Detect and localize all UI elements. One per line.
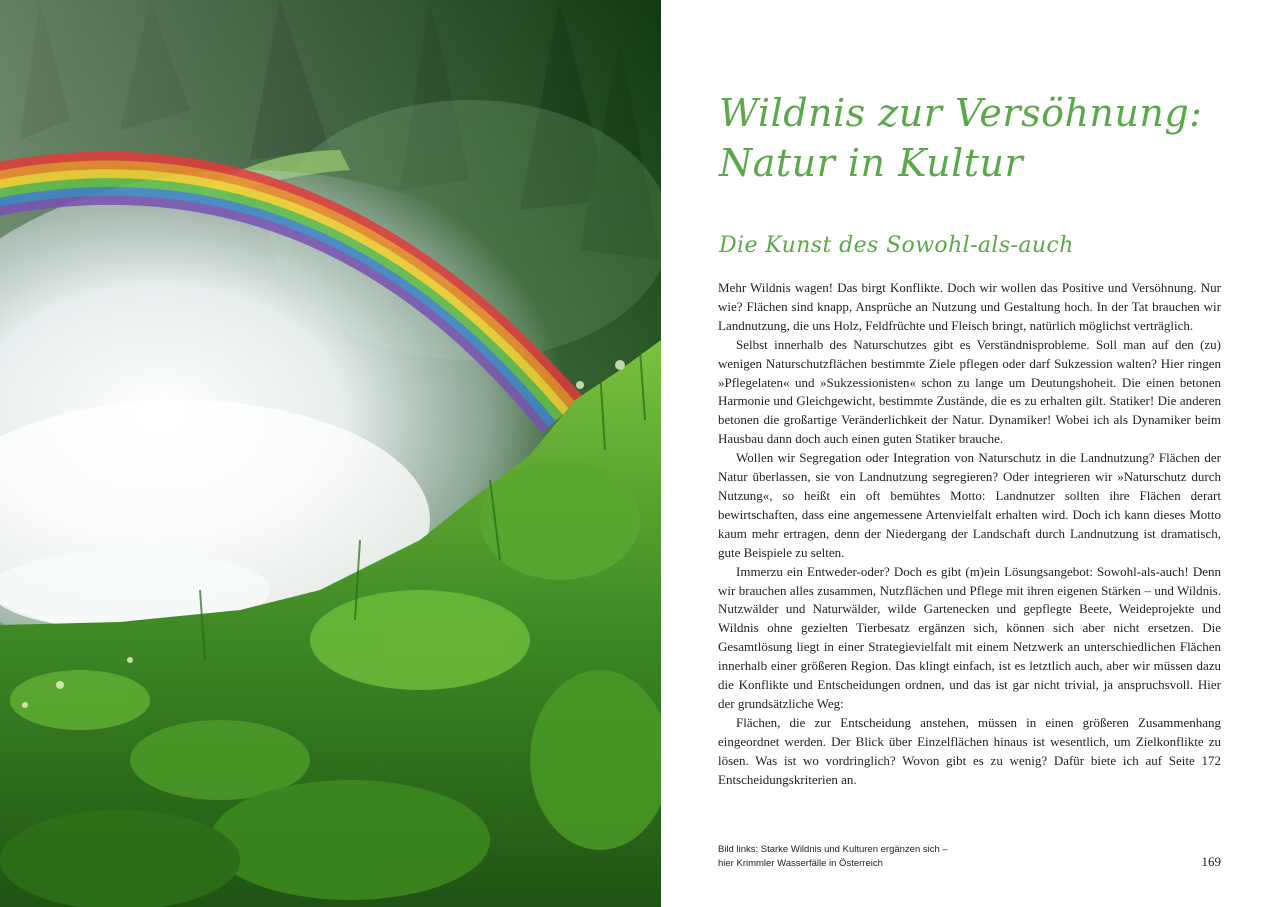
caption-line-2: hier Krimmler Wasserfälle in Österreich — [718, 857, 883, 869]
image-caption — [718, 843, 1018, 870]
page-number: 169 — [1201, 854, 1221, 869]
text-page — [661, 0, 1285, 907]
caption-line-1: Bild links: Starke Wildnis und Kulturen ergänzen sich – — [718, 844, 948, 855]
paragraph-2: Selbst innerhalb des Naturschutzes gibt es Verständnisprobleme. Soll man auf den (zu) wenigen Naturschutzflächen bestimmte Ziele pflegen oder darf Sukzession walten? Hier ringen »Pflegelaten« und »Sukzessionisten« schon zu lange um Deutungshoheit. Die einen betonen Harmonie und Gleichgewicht, bestimmte Zustände, die es zu erhalten gilt. Statiker! Die anderen betonen die großartige Veränderlichkeit der Natur. Dynamiker! Wobei ich als Dynamiker beim Hausbau dann doch auch einen guten Statiker brauche. — [718, 336, 1221, 447]
paragraph-3: Wollen wir Segregation oder Integration von Naturschutz in die Landnutzung? Flächen der Natur überlassen, sie von Landnutzung segregieren? Oder integrieren wir »Naturschutz durch Nutzung«, so heißt ein oft bemühtes Motto: Landnutzer sollten ihre Flächen derart bewirtschaften, dass eine angemessene Artenvielfalt erhalten wird. Doch ich kann dieses Motto kaum mehr ertragen, denn der Niedergang der Landschaft durch Landnutzung ist dramatisch, gute Beispiele zu selten. — [718, 450, 1221, 560]
paragraph-1: Mehr Wildnis wagen! Das birgt Konflikte. Doch wir wollen das Positive und Versöhnung. Nur wie? Flächen sind knapp, Ansprüche an Nutzung und Gestaltung hoch. In der Tat brauchen wir Landnutzung, die uns Holz, Feldfrüchte und Fleisch bringt, natürlich möglichst verträglich. — [718, 280, 1221, 333]
body-text — [718, 279, 1221, 789]
chapter-title-line-2: Natur in Kultur — [719, 141, 1024, 185]
paragraph-4: Immerzu ein Entweder-oder? Doch es gibt (m)ein Lösungsangebot: Sowohl-als-auch! Denn wir brauchen alles zusammen, Nutzflächen und Pflege mit ihren eigenen Stärken – und Wildnis. Nutzwälder und Naturwälder, wilde Gartenecken und gepflegte Beete, Weideprojekte und Wildnis ohne gezielten Tierbesatz ergänzen sich, können sich aber nicht ersetzen. Die Gesamtlösung liegt in einer Strategievielfalt mit einem Netzwerk an unterschiedlichen Flächen innerhalb einer größeren Region. Das klingt einfach, ist es letztlich auch, aber wir müssen dazu die Konflikte und Entscheidungen ordnen, und das ist gar nicht trivial, ja anspruchsvoll. Hier der grundsätzliche Weg: — [718, 563, 1221, 711]
chapter-title — [719, 88, 1239, 188]
paragraph-5: Flächen, die zur Entscheidung anstehen, müssen in einen größeren Zusammenhang eingeordnet werden. Der Blick über Einzelflächen hinaus ist wesentlich, um Zielkonflikte zu lösen. Was ist wo vordringlich? Wovon gibt es zu wenig? Dafür biete ich auf Seite 172 Entscheidungskriterien an. — [718, 714, 1221, 787]
chapter-title-line-1: Wildnis zur Versöhnung: — [719, 91, 1203, 135]
section-heading: Die Kunst des Sowohl-als-auch — [719, 233, 1074, 258]
